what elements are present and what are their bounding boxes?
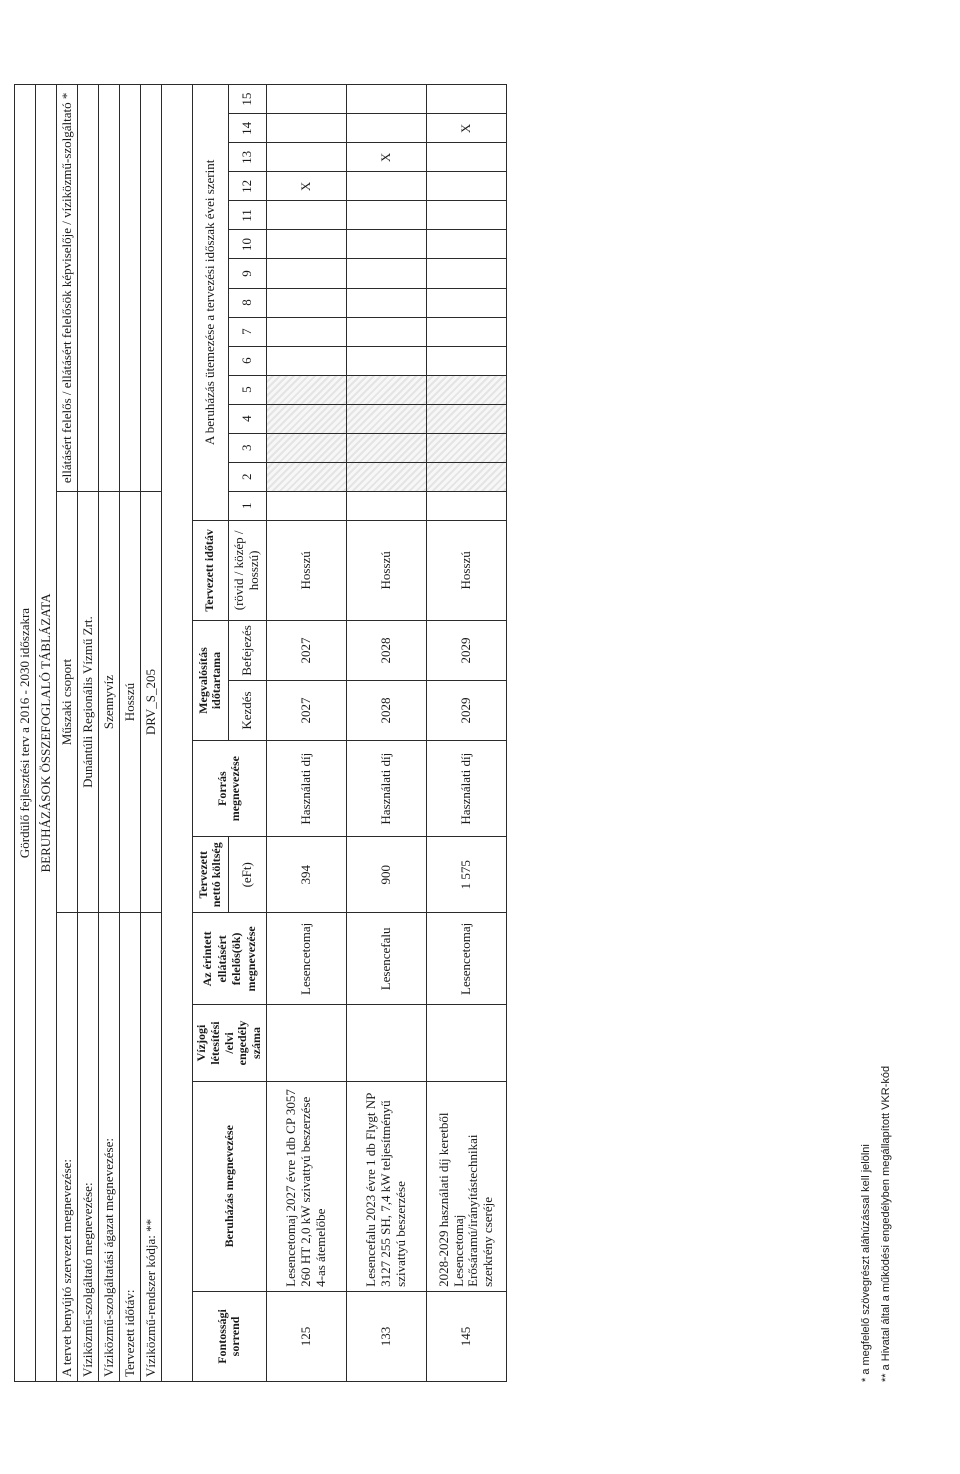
year-col: 9 [228, 259, 266, 288]
schedule-cell [426, 85, 506, 114]
table-row [266, 85, 346, 1382]
year-col: 2 [228, 462, 266, 491]
table-row [346, 85, 426, 1382]
info-row-provider [78, 85, 99, 1382]
year-col: 4 [228, 404, 266, 433]
spacer [162, 85, 193, 1382]
row-permit [346, 1005, 426, 1081]
col-horizon-sub: (rövid / közép / hosszú) [228, 520, 266, 620]
schedule-cell [426, 346, 506, 375]
row-cost: 900 [346, 837, 426, 913]
row-start: 2028 [346, 681, 426, 741]
info-value-b [120, 85, 141, 492]
row-start: 2027 [266, 681, 346, 741]
schedule-cell [346, 346, 426, 375]
schedule-mark: X [378, 152, 394, 163]
info-value-b [99, 85, 120, 492]
col-horizon: Tervezett időtáv [193, 520, 229, 620]
schedule-cell [426, 317, 506, 346]
row-investment-name: 2028-2029 használati díj keretből Lesencetomaj Erősáramú/irányítástechnikai szerkrény cseréje [426, 1081, 506, 1291]
year-col: 8 [228, 288, 266, 317]
row-start: 2029 [426, 681, 506, 741]
schedule-cell [266, 346, 346, 375]
schedule-cell [266, 317, 346, 346]
info-row-system-code [141, 85, 162, 1382]
info-row-sector [99, 85, 120, 1382]
row-end: 2027 [266, 620, 346, 680]
schedule-cell [426, 462, 506, 491]
schedule-cell [266, 404, 346, 433]
year-col: 11 [228, 201, 266, 230]
row-permit [266, 1005, 346, 1081]
col-permit-number: Vízjogi létesítési /elvi engedély száma [193, 1005, 267, 1081]
row-investment-name: Lesencefalu 2023 évre 1 db Flygt NP 3127 255 SH, 7,4 kW teljesítményű szivattyú beszerzése [346, 1081, 426, 1291]
document-subtitle: BERUHÁZÁSOK ÖSSZEFOGLALÓ TÁBLÁZATA [36, 85, 57, 1382]
row-horizon: Hosszú [266, 520, 346, 620]
col-start: Kezdés [228, 681, 266, 741]
schedule-cell [266, 462, 346, 491]
row-priority: 125 [266, 1291, 346, 1381]
info-value: Dunántúli Regionális Vízmű Zrt. [78, 491, 99, 913]
info-value-b [141, 85, 162, 492]
row-end: 2029 [426, 620, 506, 680]
row-source: Használati díj [266, 741, 346, 837]
schedule-cell [346, 85, 426, 114]
schedule-cell [346, 201, 426, 230]
investment-rows [266, 85, 506, 1382]
row-source: Használati díj [346, 741, 426, 837]
info-value: Hosszú [120, 491, 141, 913]
schedule-cell [426, 375, 506, 404]
col-responsible-label: Az érintett ellátásért felelős(ök) megnevezése [199, 926, 259, 992]
year-col: 14 [228, 114, 266, 143]
year-col: 7 [228, 317, 266, 346]
schedule-cell [266, 230, 346, 259]
info-value-b [78, 85, 99, 492]
info-col-a-header: Műszaki csoport [57, 491, 78, 913]
schedule-cell [266, 85, 346, 114]
year-col: 3 [228, 433, 266, 462]
row-investment-name: Lesencetomaj 2027 évre 1db CP 3057 260 HT 2,0 kW szivattyú beszerzése 4-as átemelőbe [266, 1081, 346, 1291]
schedule-cell [426, 114, 506, 143]
row-horizon: Hosszú [346, 520, 426, 620]
col-cost-unit: (eFt) [228, 837, 266, 913]
row-cost: 1 575 [426, 837, 506, 913]
document-title: Gördülő fejlesztési terv a 2016 - 2030 időszakra [15, 85, 36, 1382]
info-row-submitter [57, 85, 78, 1382]
info-label: Víziközmű-rendszer kódja: ** [141, 913, 162, 1382]
table-row [426, 85, 506, 1382]
investment-summary-table [14, 84, 507, 1382]
schedule-cell [266, 143, 346, 172]
col-source: Forrás megnevezése [193, 741, 267, 837]
schedule-cell [346, 433, 426, 462]
schedule-cell [266, 201, 346, 230]
schedule-cell [426, 491, 506, 520]
schedule-cell [346, 404, 426, 433]
schedule-cell [346, 230, 426, 259]
row-responsible: Lesencetomaj [266, 913, 346, 1005]
col-cost: Tervezett nettó költség [193, 837, 229, 913]
schedule-cell [346, 491, 426, 520]
row-responsible: Lesencetomaj [426, 913, 506, 1005]
info-value: DRV_S_205 [141, 491, 162, 913]
schedule-cell [346, 288, 426, 317]
schedule-cell [426, 201, 506, 230]
footnote-2: ** a Hivatal által a működési engedélyben megállapított VKR-kód [880, 1065, 892, 1382]
row-priority: 145 [426, 1291, 506, 1381]
row-priority: 133 [346, 1291, 426, 1381]
year-col: 1 [228, 491, 266, 520]
schedule-cell [266, 491, 346, 520]
schedule-cell [426, 288, 506, 317]
schedule-cell [346, 462, 426, 491]
col-investment-name: Beruházás megnevezése [193, 1081, 267, 1291]
col-schedule: A beruházás ütemezése a tervezési időszak évei szerint [193, 85, 229, 521]
info-label: Víziközmű-szolgáltató megnevezése: [78, 913, 99, 1382]
row-cost: 394 [266, 837, 346, 913]
year-col: 6 [228, 346, 266, 375]
schedule-cell [346, 114, 426, 143]
schedule-cell [426, 259, 506, 288]
schedule-cell [266, 433, 346, 462]
schedule-cell [426, 172, 506, 201]
schedule-cell [346, 143, 426, 172]
schedule-mark: X [298, 181, 314, 192]
summary-table-wrapper [14, 84, 507, 1382]
schedule-cell [266, 172, 346, 201]
schedule-cell [346, 259, 426, 288]
col-responsible [193, 913, 267, 1005]
schedule-cell [266, 259, 346, 288]
row-responsible: Lesencefalu [346, 913, 426, 1005]
schedule-cell [266, 375, 346, 404]
info-label: Víziközmű-szolgáltatási ágazat megnevezése: [99, 913, 120, 1382]
info-label: A tervet benyújtó szervezet megnevezése: [57, 913, 78, 1382]
info-col-b-header: ellátásért felelős / ellátásért felelősök képviselője / víziközmű-szolgáltató * [57, 85, 78, 492]
info-label: Tervezett időtáv: [120, 913, 141, 1382]
schedule-cell [426, 433, 506, 462]
year-col: 13 [228, 143, 266, 172]
info-value: Szennyvíz [99, 491, 120, 913]
row-permit [426, 1005, 506, 1081]
year-col: 5 [228, 375, 266, 404]
schedule-cell [266, 288, 346, 317]
footnote-1: * a megfelelő szövegrészt aláhúzással kell jelölni [860, 1144, 872, 1382]
row-end: 2028 [346, 620, 426, 680]
col-priority: Fontossági sorrend [193, 1291, 267, 1381]
schedule-cell [266, 114, 346, 143]
col-duration: Megvalósítás időtartama [193, 620, 229, 740]
info-row-horizon [120, 85, 141, 1382]
schedule-cell [346, 375, 426, 404]
schedule-cell [426, 143, 506, 172]
year-col: 15 [228, 85, 266, 114]
row-source: Használati díj [426, 741, 506, 837]
row-horizon: Hosszú [426, 520, 506, 620]
schedule-cell [426, 404, 506, 433]
schedule-cell [346, 172, 426, 201]
schedule-cell [426, 230, 506, 259]
col-end: Befejezés [228, 620, 266, 680]
schedule-cell [346, 317, 426, 346]
footnotes [860, 1066, 900, 1382]
year-col: 12 [228, 172, 266, 201]
schedule-mark: X [458, 123, 474, 134]
year-col: 10 [228, 230, 266, 259]
